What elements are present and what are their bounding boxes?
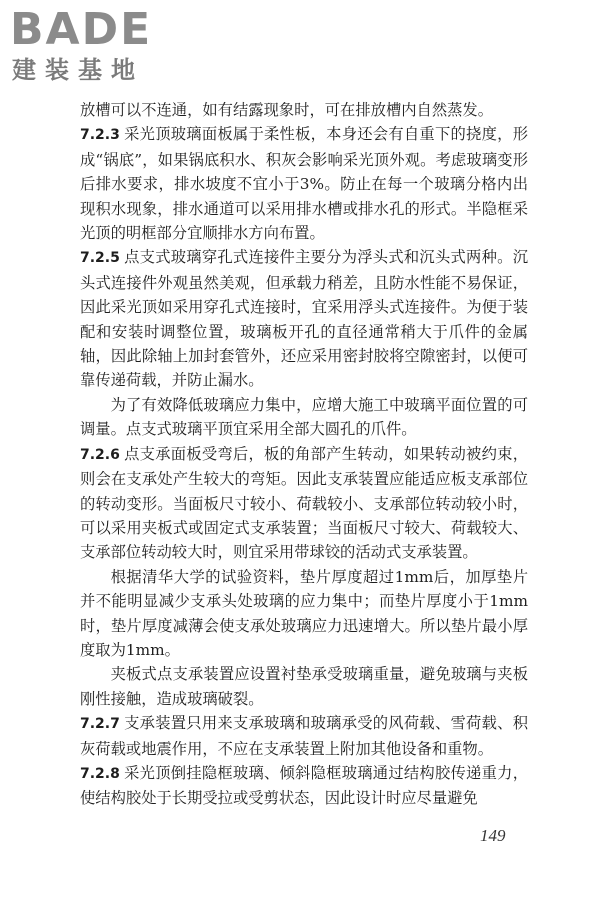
paragraph-text: 点支承面板受弯后，板的角部产生转动，如果转动被约束，则会在支承处产生较大的弯矩。因此支承装置应能适应板支承部位的转动变形。当面板尺寸较小、荷载较小、支承部位转动较小时，可以采用夹板式或固定式支承装置；当面板尺寸较大、荷载较大、支承部位转动较大时，则宜采用带球铰的活动式支承装置。 (80, 444, 528, 562)
paragraph (80, 565, 528, 663)
section-number: 7.2.6 (80, 446, 120, 463)
logo (10, 6, 180, 86)
page-number: 149 (480, 826, 506, 845)
section-7-2-7 (80, 711, 528, 761)
paragraph-text: 放槽可以不连通，如有结露现象时，可在排放槽内自然蒸发。 (80, 101, 494, 119)
logo-subtitle: 建装基地 (12, 56, 144, 84)
paragraph-text: 根据清华大学的试验资料，垫片厚度超过1mm后，加厚垫片并不能明显减少支承头处玻璃的应力集中；而垫片厚度小于1mm时，垫片厚度减薄会使支承处玻璃应力迅速增大。所以垫片最小厚度取为1mm。 (80, 567, 528, 659)
paragraph-text: 采光顶玻璃面板属于柔性板，本身还会有自重下的挠度，形成“锅底”，如果锅底积水、积灰会影响采光顶外观。考虑玻璃变形后排水要求，排水坡度不宜小于3%。防止在每一个玻璃分格内出现积水现象，排水通道可以采用排水槽或排水孔的形式。半隐框采光顶的明框部分宜顺排水方向布置。 (80, 125, 528, 243)
section-number: 7.2.5 (80, 250, 120, 267)
paragraph-continuation (80, 98, 528, 122)
paragraph (80, 662, 528, 711)
paragraph-text: 点支式玻璃穿孔式连接件主要分为浮头式和沉头式两种。沉头式连接件外观虽然美观，但承载力稍差，且防水性能不易保证，因此采光顶如采用穿孔式连接时，宜采用浮头式连接件。为便于装配和安装时调整位置，玻璃板开孔的直径通常稍大于爪件的金属轴，因此除轴上加封套管外，还应采用密封胶将空隙密封，以便可靠传递荷载，并防止漏水。 (80, 248, 528, 390)
section-7-2-3 (80, 122, 528, 245)
paragraph-text: 采光顶倒挂隐框玻璃、倾斜隐框玻璃通过结构胶传递重力，使结构胶处于长期受拉或受剪状态，因此设计时应尽量避免 (80, 763, 528, 808)
section-number: 7.2.7 (80, 716, 120, 733)
section-number: 7.2.8 (80, 765, 120, 782)
section-7-2-6 (80, 442, 528, 565)
section-number: 7.2.3 (80, 127, 120, 144)
logo-wordmark: BADE (10, 4, 153, 55)
section-7-2-8 (80, 761, 528, 811)
document-body (80, 98, 528, 811)
paragraph-text: 为了有效降低玻璃应力集中，应增大施工中玻璃平面位置的可调量。点支式玻璃平顶宜采用全部大圆孔的爪件。 (80, 395, 528, 439)
paragraph-text: 夹板式点支承装置应设置衬垫承受玻璃重量，避免玻璃与夹板刚性接触，造成玻璃破裂。 (80, 665, 528, 708)
paragraph-text: 支承装置只用来支承玻璃和玻璃承受的风荷载、雪荷载、积灰荷载或地震作用，不应在支承装置上附加其他设备和重物。 (80, 714, 528, 758)
section-7-2-5 (80, 245, 528, 392)
paragraph (80, 393, 528, 442)
